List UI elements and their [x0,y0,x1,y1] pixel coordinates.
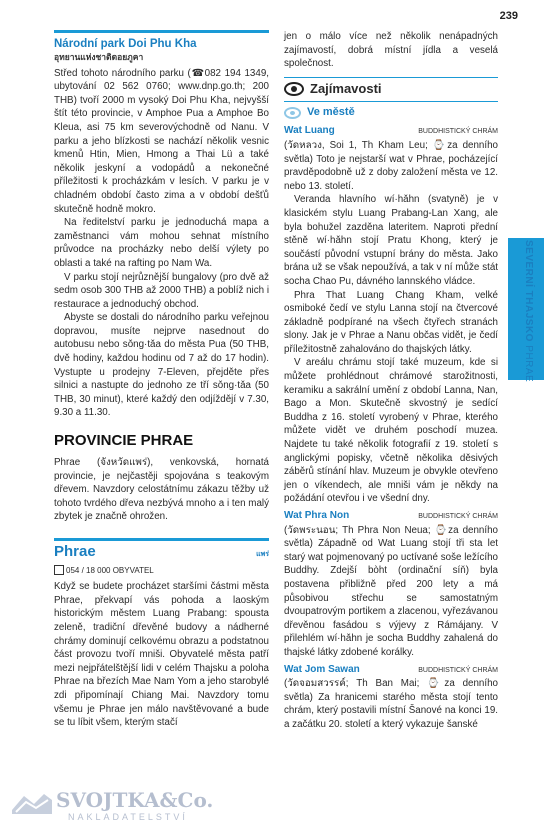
province-heading: PROVINCIE PHRAE [54,432,194,450]
park-paragraph: Střed tohoto národního parku (☎082 194 1349, ubytování 02 562 0760; www.dnp.go.th; 200 THB) tvoří 2000 m vysoký Doi Phu Kha, nejvyšší štít této provincie, v Amphoe Pua a Amphoe Bo Kleua, asi 75 km severovýchodně od Nanu. V parku a jeho blízkosti se nachází několik vesnic kmenů Htin, Mien, Hmong a Thai Lü a také několik jeskyní a vodopádů a nekonečné příležitosti k procházkám v lesích. V parku je v chladném období často zima a v období dešťů skutečně hodně mokro. [54,67,269,215]
park-paragraph: Na ředitelství parku je jednoduchá mapa a zaměstnanci vám mohou sehnat místního průvodce na procházky nebo delší výlety po oblasti a také na rafting po Nam Wa. [54,217,269,269]
eye-icon [284,107,301,119]
phrae-thai-title: แพร่ [256,551,269,558]
phrae-rule [54,538,269,541]
park-rule [54,30,269,33]
entry-kind: BUDDHISTICKÝ CHRÁM [418,666,498,674]
park-paragraph: Abyste se dostali do národního parku veřejnou dopravou, musíte nejprve nasednout do autobusu nebo sǒng·tǎa do města Pua (50 THB, dvě hodiny, každou hodinu od 7 až do 17 hodin). Vystupte u prodejny 7-Eleven, přejděte přes silnici a nastupte do jednoho ze tří sǒng·tǎa (50 THB, 30 minut), které každý den odjíždějí v 7.30, 9.30 a 11.30. [54,312,269,419]
eye-icon [284,82,304,96]
subsection-title: Ve městě [307,105,355,118]
entry-header [284,509,498,524]
publisher-name: SVOJTKA&Co. [56,788,214,812]
entry-kind: BUDDHISTICKÝ CHRÁM [418,128,498,136]
left-column [54,30,269,730]
subsection-heading [284,106,498,120]
phrae-title: Phrae [54,543,96,560]
entry-paragraph: (วัดจอมสวรรค์; Th Ban Mai; ⌚za denního světla) Za hranicemi starého města stojí tento chrám, který postavili místní Šanové na konci 19. a začátku 20. století a který vykazuje šanské [284,678,498,730]
phrae-paragraph: Když se budete procházet staršími částmi města Phrae, překvapí vás pohoda a laoským historickým městem Luang Prabang: spousta zeleně, tradiční dřevěné budovy a nádherné chrámy dominují celkovému obrazu a podstatnou část provozu tvoří mniši. Obyvatelé města patří mezi nejpřátelštější lidi v celém Thajsku a poloha Phrae na březích Mae Nam Yom a jeho starobylé zdi připomínají Chiang Mai. Navzdory tomu všemu je Phrae jen málo navštěvované a bude se tu líbit všem, kterým stačí [54,581,269,729]
entry-paragraph: Veranda hlavního wí·hǎhn (svatyně) je v klasickém stylu Luang Prabang-Lan Xang, ale byla bohužel zazděna lateritem. Naproti přední stěně wí·hǎhn stojí Pratu Khong, který je součástí původní vstupní brány do města. Jako brána už se však nepoužívá, a tak v ní může stát socha Chao Pu, dávného lannského vládce. [284,194,498,287]
publisher-logo-icon [10,790,54,816]
entry-title: Wat Phra Non [284,510,350,521]
intro-paragraph: jen o málo více než několik nenápadných zajímavostí, dobrá místní jídla a veselá společnost. [284,31,498,70]
entry-paragraph: (วัดพระนอน; Th Phra Non Neua; ⌚za denního světla) Západně od Wat Luang stojí tři sta let starý wat pojmenovaný po uctívané soše ležícího Buddhy. Zdejší bòht (ordinační síň) byla postavena přibližně před 200 lety a má působivou střechu se samostatným dvoupatrovým portikem a zlacenou, vyřezávanou dřevěnou fasádou s výjevy z Rámájany. V přilehlém wí·hǎhn je socha Buddhy zahalená do thajské látky zdobené korálky. [284,524,498,658]
right-column [284,30,498,732]
publisher-watermark [10,786,214,826]
entry-header [284,663,498,678]
park-paragraph: V parku stojí nejrůznější bungalovy (pro dvě až sedm osob 300 THB až 2000 THB) a poblíž nich i restaurace a jednoduchý obchod. [54,271,269,310]
sights-rule [284,77,498,78]
entry-kind: BUDDHISTICKÝ CHRÁM [418,513,498,520]
entry-title: Wat Jom Sawan [284,663,360,675]
population-line [54,564,269,578]
phone-icon [54,565,64,575]
entry-paragraph: Phra That Luang Chang Kham, velké osmiboké čedí ve stylu Lanna stojí na čtvercové základně podpírané na všech čtyřech stranách slony. Jak je v Phrae a Nanu občas vidět, je čedí příležitostně zahalováno do thajských látky. [284,289,498,355]
side-tab-light: PHRAE [523,345,534,383]
entry-paragraph: V areálu chrámu stojí také muzeum, kde si můžete prohlédnout chrámové starožitnosti, keramiku a sakrální umění z období Lanna, Nan, Bago a Mon. Skutečně skvostný je sedící Buddha z 16. století vyrobený v Phrae, kterého můžete vidět ve druhém poschodí muzea. Najdete tu také několik fotografií z 19. století s anglickými popisky, včetně několika děsivých záběrů stínání hlav. Muzeum je obvykle otevřeno jen o víkendech, ale mniši vám je někdy na požádání otevřou i ve všední dny. [284,357,498,505]
park-title: Národní park Doi Phu Kha [54,38,197,50]
population-text: 054 / 18 000 OBYVATEL [66,565,154,575]
park-thai-title: อุทยานแห่งชาติดอยภูคา [54,52,144,62]
sights-title: Zajímavosti [310,80,382,96]
entry-title: Wat Luang [284,125,335,137]
subsection-rule [284,101,498,102]
sights-heading [284,82,498,96]
side-tab-bold: SEVERNÍ THAJSKO [523,240,534,342]
publisher-subtitle: NAKLADATELSTVÍ [68,812,188,822]
entry-paragraph: (วัดหลวง, Soi 1, Th Kham Leu; ⌚za denního světla) Toto je nejstarší wat v Phrae, pocházející pravděpodobně už z doby založení města ve 12. nebo 13. století. [284,139,498,192]
phrae-section [54,538,269,730]
side-tab-label [523,240,534,382]
province-paragraph: Phrae (จังหวัดแพร่), venkovská, hornatá provincie, je nejčastěji spojována s teakovým dřevem. Navzdory celostátnímu zákazu těžby už tohoto tvrdého dřeva nezbývá mnoho a i ten malý zbytek je značně ohrožen. [54,457,269,523]
entry-header [284,124,498,139]
page-number: 239 [499,10,518,22]
